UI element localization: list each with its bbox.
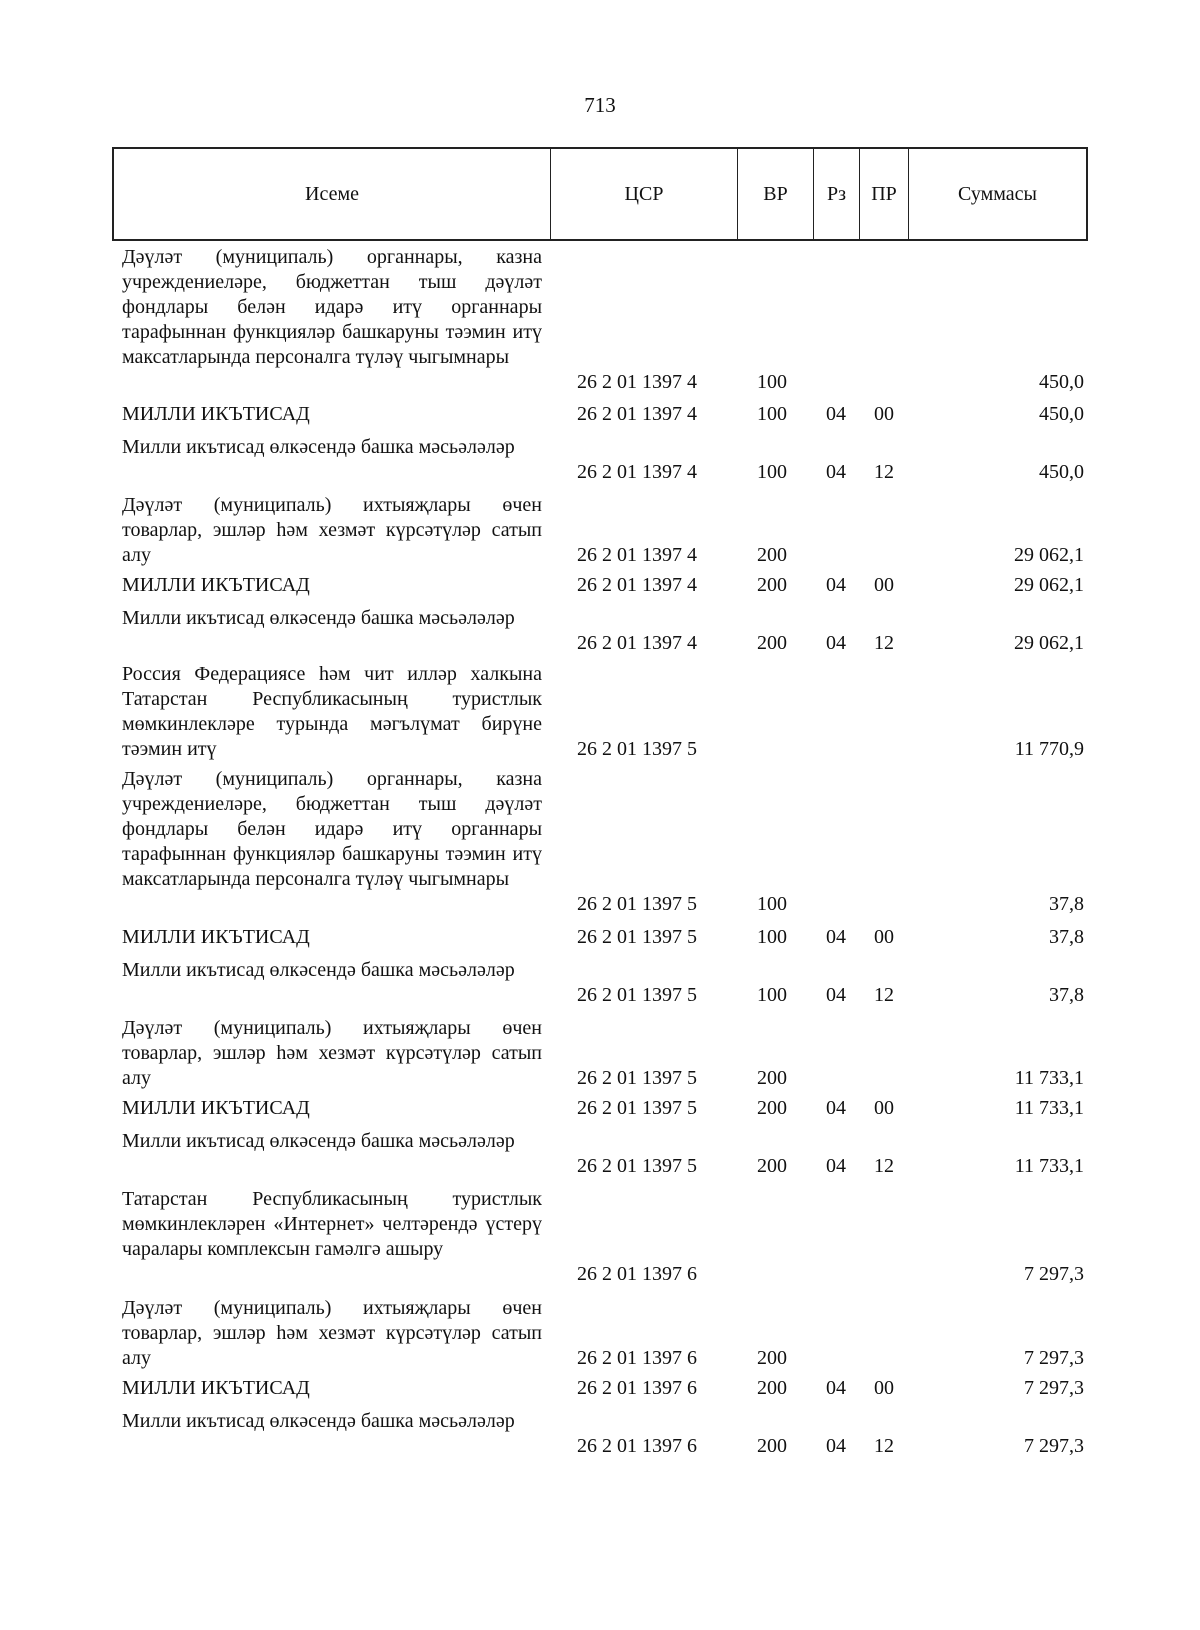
row-name: Милли икътисад өлкәсендә башка мәсьәләләр bbox=[122, 436, 515, 458]
row-pr: 12 bbox=[874, 632, 894, 654]
table-row bbox=[0, 767, 1200, 917]
row-sum: 450,0 bbox=[1039, 403, 1084, 425]
row-csr: 26 2 01 1397 4 bbox=[577, 461, 697, 483]
row-vr: 200 bbox=[757, 1377, 787, 1399]
row-name: Дәүләт (муниципаль) ихтыяҗлары өчен товарлар, эшләр һәм хезмәт күрсәтүләр сатып алу bbox=[122, 494, 542, 566]
header-name: Исеме bbox=[114, 149, 551, 239]
row-rz: 04 bbox=[826, 403, 846, 425]
row-vr: 200 bbox=[757, 1347, 787, 1369]
row-csr: 26 2 01 1397 5 bbox=[577, 1155, 697, 1177]
row-name: МИЛЛИ ИКЪТИСАД bbox=[122, 926, 310, 948]
row-sum: 37,8 bbox=[1049, 893, 1084, 915]
row-name: Дәүләт (муниципаль) ихтыяҗлары өчен товарлар, эшләр һәм хезмәт күрсәтүләр сатып алу bbox=[122, 1017, 542, 1089]
table-row bbox=[0, 435, 1200, 485]
row-pr: 12 bbox=[874, 1435, 894, 1457]
row-csr: 26 2 01 1397 5 bbox=[577, 1097, 697, 1119]
table-row bbox=[0, 958, 1200, 1008]
header-csr: ЦСР bbox=[551, 149, 738, 239]
row-pr: 12 bbox=[874, 461, 894, 483]
table-row bbox=[0, 402, 1200, 427]
row-csr: 26 2 01 1397 5 bbox=[577, 738, 697, 760]
row-vr: 200 bbox=[757, 1435, 787, 1457]
row-name: Милли икътисад өлкәсендә башка мәсьәләләр bbox=[122, 1130, 515, 1152]
row-rz: 04 bbox=[826, 461, 846, 483]
row-sum: 7 297,3 bbox=[1024, 1347, 1084, 1369]
row-rz: 04 bbox=[826, 1155, 846, 1177]
row-pr: 00 bbox=[874, 403, 894, 425]
row-sum: 450,0 bbox=[1039, 371, 1084, 393]
row-sum: 450,0 bbox=[1039, 461, 1084, 483]
row-pr: 12 bbox=[874, 1155, 894, 1177]
row-vr: 100 bbox=[757, 984, 787, 1006]
row-name: МИЛЛИ ИКЪТИСАД bbox=[122, 1097, 310, 1119]
row-csr: 26 2 01 1397 4 bbox=[577, 371, 697, 393]
page-number: 713 bbox=[584, 93, 616, 117]
table-row bbox=[0, 662, 1200, 762]
table-row bbox=[0, 1187, 1200, 1287]
row-rz: 04 bbox=[826, 1097, 846, 1119]
row-csr: 26 2 01 1397 6 bbox=[577, 1435, 697, 1457]
table-header bbox=[112, 147, 1088, 241]
row-vr: 100 bbox=[757, 926, 787, 948]
row-name: Милли икътисад өлкәсендә башка мәсьәләләр bbox=[122, 959, 515, 981]
row-vr: 200 bbox=[757, 632, 787, 654]
table-row bbox=[0, 1296, 1200, 1371]
row-vr: 200 bbox=[757, 1067, 787, 1089]
row-sum: 29 062,1 bbox=[1014, 544, 1084, 566]
row-csr: 26 2 01 1397 5 bbox=[577, 984, 697, 1006]
row-csr: 26 2 01 1397 6 bbox=[577, 1377, 697, 1399]
row-csr: 26 2 01 1397 6 bbox=[577, 1347, 697, 1369]
row-csr: 26 2 01 1397 5 bbox=[577, 926, 697, 948]
table-row bbox=[0, 1376, 1200, 1401]
row-csr: 26 2 01 1397 5 bbox=[577, 893, 697, 915]
row-vr: 100 bbox=[757, 371, 787, 393]
row-name: Милли икътисад өлкәсендә башка мәсьәләләр bbox=[122, 607, 515, 629]
header-sum: Суммасы bbox=[958, 182, 1037, 205]
row-name: Дәүләт (муниципаль) органнары, казна учреждениеләре, бюджеттан тыш дәүләт фондлары белән идарә итү органнары тарафыннан функцияләр башкаруны тәэмин итү максатларында персоналга түләү чыгымнары bbox=[122, 246, 542, 368]
row-sum: 11 733,1 bbox=[1014, 1067, 1084, 1089]
row-name: Дәүләт (муниципаль) ихтыяҗлары өчен товарлар, эшләр һәм хезмәт күрсәтүләр сатып алу bbox=[122, 1297, 542, 1369]
row-rz: 04 bbox=[826, 984, 846, 1006]
row-name: Милли икътисад өлкәсендә башка мәсьәләләр bbox=[122, 1410, 515, 1432]
table-row bbox=[0, 1129, 1200, 1179]
row-sum: 37,8 bbox=[1049, 984, 1084, 1006]
row-csr: 26 2 01 1397 5 bbox=[577, 1067, 697, 1089]
row-vr: 200 bbox=[757, 574, 787, 596]
row-csr: 26 2 01 1397 4 bbox=[577, 574, 697, 596]
row-vr: 100 bbox=[757, 893, 787, 915]
row-vr: 200 bbox=[757, 1155, 787, 1177]
row-name: Дәүләт (муниципаль) органнары, казна учреждениеләре, бюджеттан тыш дәүләт фондлары белән идарә итү органнары тарафыннан функцияләр башкаруны тәэмин итү максатларында персоналга түләү чыгымнары bbox=[122, 768, 542, 890]
table-row bbox=[0, 1409, 1200, 1459]
row-name: МИЛЛИ ИКЪТИСАД bbox=[122, 574, 310, 596]
row-name: МИЛЛИ ИКЪТИСАД bbox=[122, 1377, 310, 1399]
row-sum: 37,8 bbox=[1049, 926, 1084, 948]
row-rz: 04 bbox=[826, 574, 846, 596]
row-vr: 200 bbox=[757, 1097, 787, 1119]
row-sum: 11 770,9 bbox=[1014, 738, 1084, 760]
row-name: Татарстан Республикасының туристлык мөмкинлекләрен «Интернет» челтәрендә үстерү чаралары комплексын гамәлгә ашыру bbox=[122, 1188, 542, 1260]
row-sum: 29 062,1 bbox=[1014, 574, 1084, 596]
row-pr: 00 bbox=[874, 1377, 894, 1399]
table-row bbox=[0, 493, 1200, 568]
table-row bbox=[0, 1016, 1200, 1091]
table-row bbox=[0, 925, 1200, 950]
row-csr: 26 2 01 1397 4 bbox=[577, 632, 697, 654]
row-sum: 29 062,1 bbox=[1014, 632, 1084, 654]
row-sum: 7 297,3 bbox=[1024, 1377, 1084, 1399]
row-pr: 00 bbox=[874, 926, 894, 948]
row-sum: 11 733,1 bbox=[1014, 1155, 1084, 1177]
row-sum: 7 297,3 bbox=[1024, 1435, 1084, 1457]
header-rz: Рз bbox=[814, 149, 860, 239]
table-row bbox=[0, 573, 1200, 598]
table-row bbox=[0, 606, 1200, 656]
row-vr: 200 bbox=[757, 544, 787, 566]
row-pr: 00 bbox=[874, 1097, 894, 1119]
row-csr: 26 2 01 1397 4 bbox=[577, 544, 697, 566]
table-row bbox=[0, 1096, 1200, 1121]
row-rz: 04 bbox=[826, 926, 846, 948]
row-csr: 26 2 01 1397 4 bbox=[577, 403, 697, 425]
row-csr: 26 2 01 1397 6 bbox=[577, 1263, 697, 1285]
table-row bbox=[0, 245, 1200, 395]
header-vr: ВР bbox=[738, 149, 814, 239]
row-name: Россия Федерациясе һәм чит илләр халкына Татарстан Республикасының туристлык мөмкинлекләре турында мәгълүмат бирүне тәэмин итү bbox=[122, 663, 542, 760]
row-pr: 00 bbox=[874, 574, 894, 596]
row-sum: 11 733,1 bbox=[1014, 1097, 1084, 1119]
row-pr: 12 bbox=[874, 984, 894, 1006]
row-rz: 04 bbox=[826, 1435, 846, 1457]
row-sum: 7 297,3 bbox=[1024, 1263, 1084, 1285]
row-vr: 100 bbox=[757, 403, 787, 425]
header-pr: ПР bbox=[860, 149, 909, 239]
row-rz: 04 bbox=[826, 1377, 846, 1399]
row-vr: 100 bbox=[757, 461, 787, 483]
row-name: МИЛЛИ ИКЪТИСАД bbox=[122, 403, 310, 425]
row-rz: 04 bbox=[826, 632, 846, 654]
